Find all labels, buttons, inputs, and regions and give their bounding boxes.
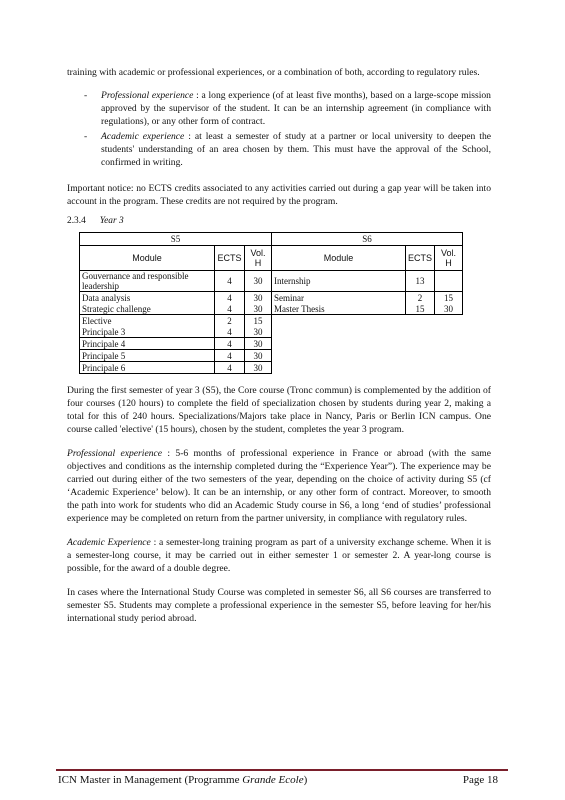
list-text: : at least a semester of study at a partner or local university to deepen the students' understanding of an area chosen by them. This must have the approval of the School, confirmed in writing. [101,131,492,168]
table-cell: Gouvernance and responsible leadership [80,271,215,292]
table-row [80,362,463,374]
footer-rule [56,769,508,771]
table-cell: 4 [215,303,245,315]
table-cell: 4 [215,338,245,350]
table-cell: 2 [406,292,435,304]
table-cell: 30 [245,362,272,374]
list-item [67,130,491,169]
bullet-dash: - [84,131,88,142]
table-cell: 4 [215,350,245,362]
notice-paragraph: Important notice: no ECTS credits associated to any activities carried out during a gap year will be taken into account in the program. These credits are not required by the program. [67,183,491,207]
table-cell: 13 [406,271,435,292]
list-term: Professional experience [101,90,194,101]
table-cell: 4 [215,292,245,304]
table-cell: 15 [245,315,272,327]
cases-paragraph: In cases where the International Study Course was completed in semester S6, all S6 courses are transferred to semester S5. Students may complete a professional experience in the semester S5, before leaving for her/his international study period abroad. [67,587,491,624]
year3-paragraph: During the first semester of year 3 (S5), the Core course (Tronc commun) is complemented by the addition of four courses (120 hours) to complete the field of specialization chosen by students during year 2, making a total for this of 240 hours. Specializations/Majors take place in Nancy, Paris or Berlin ICN campus. One course called 'elective' (15 hours), chosen by the student, completes the year 3 program. [67,385,491,435]
column-header: ECTS [406,246,435,271]
footer-title [58,774,307,786]
table-row [80,271,463,292]
column-header: Module [80,246,215,271]
table-cell: 30 [245,271,272,292]
column-header: Module [272,246,406,271]
list-term: Academic experience [101,131,185,142]
table-cell: 15 [406,303,435,315]
academic-experience-paragraph [67,536,491,575]
footer-title-suffix: ) [303,774,308,786]
table-cell: Principale 4 [80,338,215,350]
table-cell: Principale 5 [80,350,215,362]
table-row [80,315,463,327]
footer-title-italic: Grande Ecole [242,774,304,786]
page-number: Page 18 [462,774,498,786]
paragraph-text: : 5-6 months of professional experience in France or abroad (with the same objectives and conditions as the internship completed during the “Experience Year”). The experience may be carried out during either of the two semesters of the year, depending on the choice of activity during S5 (cf ‘Academic Experience’ below). It can be an internship, or any other form of contract. Moreover, to smooth the path into work for students who did an Academic Study course in S6, a long ‘end of studies’ professional experience may be completed on return from the partner university, in compliance with regulatory rules. [67,448,491,524]
table-cell: 30 [245,303,272,315]
table-cell: 15 [435,292,463,304]
table-cell: Master Thesis [272,303,406,315]
table-cell: 4 [215,326,245,338]
footer-title-prefix: ICN Master in Management (Programme [58,774,240,786]
paragraph-text: : a semester-long training program as part of a university exchange scheme. When it is a semester-long course, it may be carried out in either semester 1 or semester 2. A year-long course is possible, for the award of a double degree. [67,537,491,574]
page-body [67,66,491,625]
column-header: ECTS [215,246,245,271]
table-cell: 30 [435,303,463,315]
table-cell: 30 [245,350,272,362]
table-cell: 4 [215,362,245,374]
table-cell: Elective [80,315,215,327]
paragraph-term: Academic Experience [67,537,151,548]
semester-s5-header: S5 [80,233,272,246]
experience-list [67,89,491,169]
professional-experience-paragraph [67,447,491,525]
column-header: Vol. H [245,246,272,271]
bullet-dash: - [84,90,88,101]
table-cell: Strategic challenge [80,303,215,315]
table-cell: 30 [245,292,272,304]
intro-paragraph: training with academic or professional experiences, or a combination of both, according to regulatory rules. [67,67,480,78]
table-cell: 4 [215,271,245,292]
table-cell: Internship [272,271,406,292]
table-row [80,303,463,315]
section-title: Year 3 [99,216,124,226]
year3-table [79,232,463,374]
table-cell: 30 [245,338,272,350]
table-row [80,350,463,362]
semester-s6-header: S6 [272,233,463,246]
table-row [80,326,463,338]
table-cell: Principale 6 [80,362,215,374]
table-cell: Data analysis [80,292,215,304]
column-header: Vol. H [435,246,463,271]
table-cell [435,271,463,292]
section-heading [67,216,491,226]
table-cell: Principale 3 [80,326,215,338]
table-cell: Seminar [272,292,406,304]
section-number: 2.3.4 [67,216,86,226]
paragraph-term: Professional experience [67,448,163,459]
list-text: : a long experience (of at least five months), based on a large-scope mission approved by the supervisor of the student. It can be an internship agreement (in compliance with regulations), or any other form of contract. [101,90,491,127]
table-row [80,338,463,350]
table-row [80,292,463,304]
table-cell: 30 [245,326,272,338]
list-item [67,89,491,128]
table-cell: 2 [215,315,245,327]
